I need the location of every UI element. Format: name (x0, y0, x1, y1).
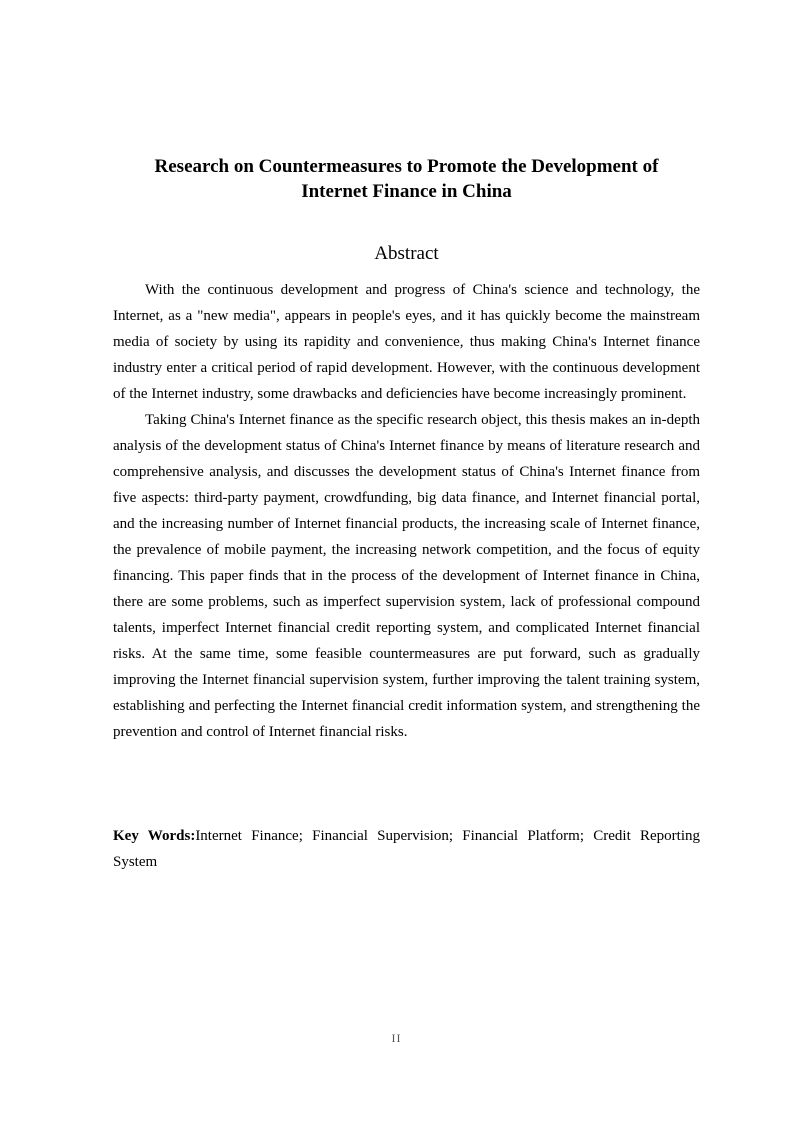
keywords-label: Key Words: (113, 828, 196, 844)
title-line-2: Internet Finance in China (301, 181, 512, 202)
page-number: II (391, 1031, 402, 1045)
keywords-text: Internet Finance; Financial Supervision; Financial Platform; Credit Reporting System (113, 828, 700, 870)
keywords (113, 823, 700, 875)
abstract-paragraph-1: With the continuous development and progress of China's science and technology, the Internet, as a "new media", appears in people's eyes, and it has quickly become the mainstream media of society by using its rapidity and convenience, thus making China's Internet finance industry enter a critical period of rapid development. However, with the continuous development of the Internet industry, some drawbacks and deficiencies have become increasingly prominent. (113, 282, 700, 402)
abstract-heading: Abstract (374, 243, 439, 264)
abstract-paragraph-2: Taking China's Internet finance as the specific research object, this thesis makes an in-depth analysis of the development status of China's Internet finance by means of literature research and comprehensive analysis, and discusses the development status of China's Internet finance from five aspects: third-party payment, crowdfunding, big data finance, and Internet financial portal, and the increasing number of Internet financial products, the increasing scale of Internet finance, the prevalence of mobile payment, the increasing network competition, and the focus of equity financing. This paper finds that in the process of the development of Internet finance in China, there are some problems, such as imperfect supervision system, lack of professional compound talents, imperfect Internet financial credit reporting system, and complicated Internet financial risks. At the same time, some feasible countermeasures are put forward, such as gradually improving the Internet financial supervision system, further improving the talent training system, establishing and perfecting the Internet financial credit information system, and strengthening the prevention and control of Internet financial risks. (113, 412, 700, 740)
document-title (113, 154, 700, 204)
abstract-body (113, 277, 700, 745)
title-line-1: Research on Countermeasures to Promote the Development of (154, 156, 659, 177)
